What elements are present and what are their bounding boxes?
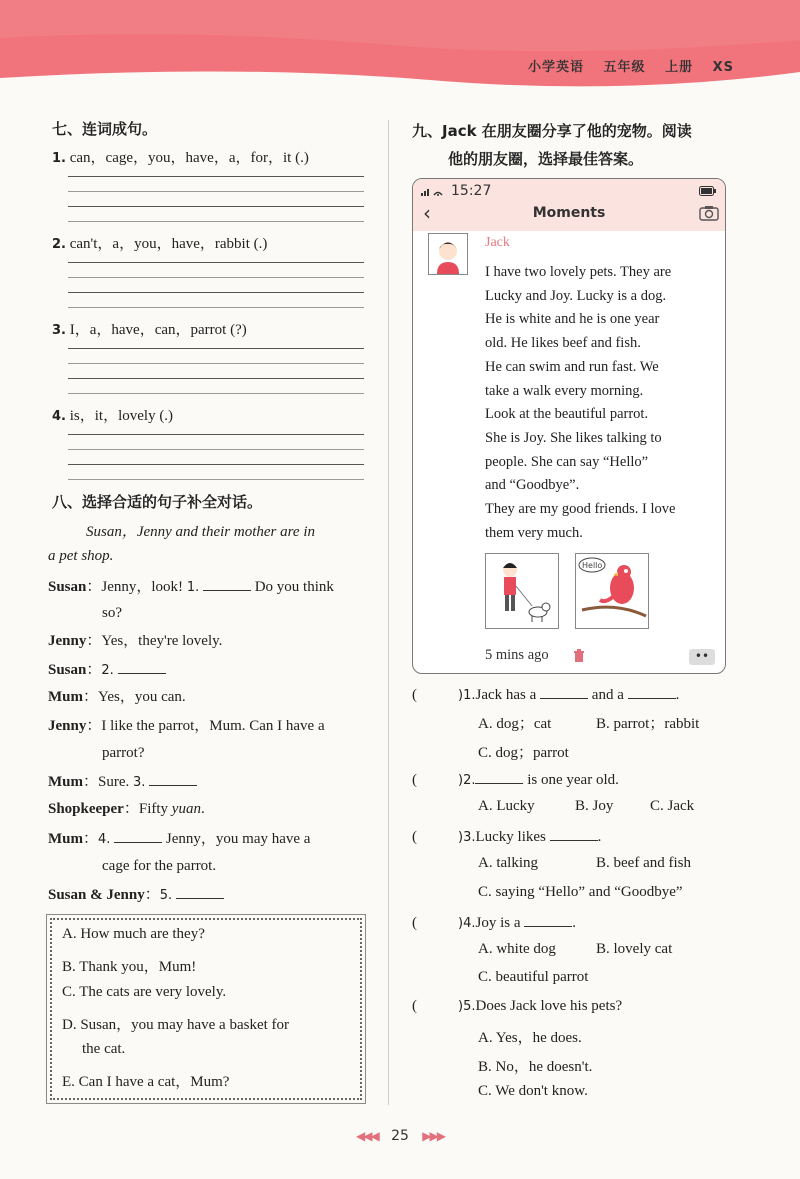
blank-1[interactable] (203, 576, 251, 591)
mc3-blank (550, 826, 598, 841)
more-icon[interactable]: •• (689, 649, 715, 665)
mc1-choice-b[interactable]: B. parrot；rabbit (596, 716, 700, 732)
header-grade: 五年级 (603, 60, 646, 75)
boy-walking-dog-image[interactable] (485, 553, 559, 629)
mc4-choice-c[interactable]: C. beautiful parrot (478, 969, 589, 985)
page-number-footer (0, 1128, 800, 1144)
header-subject: 小学英语 (527, 60, 584, 75)
mc4-blank (524, 912, 572, 927)
moments-phone (412, 178, 726, 674)
dialogue-line-6: Mum：Sure. 3. (48, 771, 197, 793)
mc-question-2: ( )2. is one year old. (412, 769, 619, 789)
mc4-choice-a[interactable]: A. white dog (478, 941, 556, 957)
poster-name[interactable]: Jack (485, 235, 510, 250)
avatar (428, 233, 468, 275)
option-e: E. Can I have a cat，Mum? (62, 1074, 230, 1090)
dialogue-line-1-cont: so? (102, 605, 122, 621)
blank-5[interactable] (176, 884, 224, 899)
dialogue-line-2: Jenny：Yes，they're lovely. (48, 633, 223, 649)
answer-bracket[interactable]: ( (412, 772, 417, 788)
mc3-choice-b[interactable]: B. beef and fish (596, 855, 691, 871)
mc1-choice-a[interactable]: A. dog；cat (478, 716, 552, 732)
mc2-choice-b[interactable]: B. Joy (575, 798, 614, 814)
back-icon[interactable]: ‹ (423, 201, 431, 225)
dialogue-line-9: Susan & Jenny：5. (48, 884, 224, 906)
option-d: D. Susan，you may have a basket for (62, 1017, 290, 1033)
s8-intro-line2: a pet shop. (48, 548, 114, 564)
answer-bracket[interactable]: ( (412, 829, 417, 845)
dialogue-line-3: Susan：2. (48, 659, 166, 681)
camera-icon[interactable] (699, 205, 719, 221)
mc-question-5: ( )5.Does Jack love his pets? (412, 998, 623, 1014)
mc5-choice-a[interactable]: A. Yes，he does. (478, 1030, 582, 1046)
s7-question-1: 1. can，cage，you，have，a，for，it (.) (52, 150, 309, 166)
page-number: 25 (391, 1128, 409, 1144)
header-edition: XS (712, 60, 734, 75)
answer-bracket[interactable]: ( (412, 998, 417, 1014)
s7-answer-lines-4[interactable] (68, 434, 364, 494)
mc3-choice-c[interactable]: C. saying “Hello” and “Goodbye” (478, 884, 683, 900)
mc2-blank (475, 769, 523, 784)
mc1-blank-b (628, 684, 676, 699)
parrot-image[interactable] (575, 553, 649, 629)
option-b: B. Thank you，Mum! (62, 959, 197, 975)
mc4-choice-b[interactable]: B. lovely cat (596, 941, 673, 957)
blank-3[interactable] (149, 771, 197, 786)
signal-wifi-icon (421, 187, 449, 197)
dialogue-line-8: Mum：4. Jenny，you may have a (48, 828, 310, 850)
battery-icon (699, 186, 717, 196)
dialogue-line-1: Susan：Jenny，look! 1. Do you think (48, 576, 334, 598)
delete-icon[interactable] (573, 649, 585, 663)
mc-question-3: ( )3.Lucky likes . (412, 826, 601, 846)
phone-time: 15:27 (451, 183, 492, 199)
s7-answer-lines-3[interactable] (68, 348, 364, 408)
post-text: I have two lovely pets. They are Lucky and Joy. Lucky is a dog. He is white and he is one year old. He likes beef and fish. He can swim and run fast. We take a walk every morning. Look at the beautiful parrot. She is Joy. She likes talking to people. She can say “Hello” and “Goodbye”. They are my good friends. I love them very much. (485, 264, 676, 541)
blank-4[interactable] (114, 828, 162, 843)
section9-title-line1: 九、Jack 在朋友圈分享了他的宠物。阅读 (412, 122, 692, 140)
s8-intro-line1: Susan，Jenny and their mother are in (86, 524, 315, 540)
header-volume: 上册 (665, 60, 694, 75)
mc1-blank-a (540, 684, 588, 699)
mc5-choice-c[interactable]: C. We don't know. (478, 1083, 588, 1099)
column-divider (388, 120, 389, 1105)
dialogue-line-5: Jenny：I like the parrot，Mum. Can I have a (48, 718, 325, 734)
blank-2[interactable] (118, 659, 166, 674)
mc2-choice-a[interactable]: A. Lucky (478, 798, 535, 814)
mc5-choice-b[interactable]: B. No，he doesn't. (478, 1059, 593, 1075)
answer-bracket[interactable]: ( (412, 687, 417, 703)
s7-question-3: 3. I，a，have，can，parrot (?) (52, 322, 247, 338)
prev-arrows-icon: ◀◀◀ (356, 1129, 378, 1143)
dialogue-line-8-cont: cage for the parrot. (102, 858, 217, 874)
dialogue-line-4: Mum：Yes，you can. (48, 689, 186, 705)
option-c: C. The cats are very lovely. (62, 984, 227, 1000)
s7-answer-lines-1[interactable] (68, 176, 364, 236)
post-time-ago: 5 mins ago (485, 647, 549, 663)
s7-question-4: 4. is，it，lovely (.) (52, 408, 174, 424)
section9-title-line2: 他的朋友圈，选择最佳答案。 (448, 150, 644, 168)
mc-question-4: ( )4.Joy is a . (412, 912, 576, 932)
section8-title: 八、选择合适的句子补全对话。 (52, 493, 263, 511)
option-a: A. How much are they? (62, 926, 205, 942)
mc2-choice-c[interactable]: C. Jack (650, 798, 695, 814)
mc-question-1: ( )1.Jack has a and a . (412, 684, 679, 704)
header-band (0, 0, 800, 95)
answer-bracket[interactable]: ( (412, 915, 417, 931)
dialogue-line-7: Shopkeeper：Fifty yuan. (48, 801, 205, 817)
option-d-cont: the cat. (82, 1041, 126, 1057)
moments-title: Moments (532, 205, 606, 221)
dialogue-line-5-cont: parrot? (102, 745, 145, 761)
parrot-speech-text: Hello (582, 561, 603, 570)
next-arrows-icon: ▶▶▶ (422, 1129, 444, 1143)
s7-answer-lines-2[interactable] (68, 262, 364, 322)
header-info (514, 56, 734, 75)
section7-title: 七、连词成句。 (52, 120, 158, 138)
s7-question-2: 2. can't，a，you，have，rabbit (.) (52, 236, 268, 252)
mc3-choice-a[interactable]: A. talking (478, 855, 538, 871)
mc1-choice-c[interactable]: C. dog；parrot (478, 745, 569, 761)
